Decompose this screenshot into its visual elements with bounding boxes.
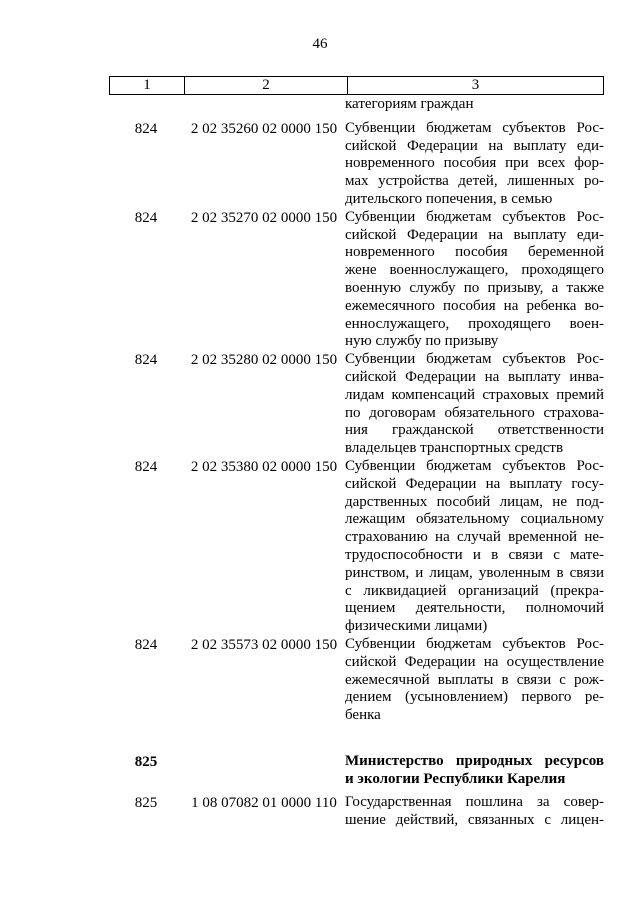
table-body [109, 96, 604, 830]
budget-code: 2 02 35380 02 0000 150 [190, 458, 338, 475]
admin-code: 824 [134, 120, 158, 137]
description [345, 636, 604, 725]
budget-code: 2 02 35270 02 0000 150 [190, 209, 338, 226]
table-row [109, 636, 604, 725]
header-col-2: 2 [185, 77, 348, 95]
budget-code: 1 08 07082 01 0000 110 [191, 795, 337, 812]
table-row [109, 120, 604, 209]
section-title-line: и экологии Республики Карелия [345, 770, 566, 787]
section-row [109, 753, 604, 789]
section-title [345, 753, 604, 789]
admin-code: 824 [134, 352, 158, 369]
table-row [109, 458, 604, 636]
continuation-row [109, 96, 604, 114]
description-line: ежемесячной выплаты в связи с рож- [345, 671, 604, 688]
description-line: ния гражданской ответственности [345, 422, 604, 439]
description-line: лидам компенсаций страховых премий [345, 386, 604, 403]
budget-code: 2 02 35573 02 0000 150 [190, 636, 338, 653]
description-line: ную службу по призыву [345, 333, 499, 350]
description-line: жене военнослужащего, проходящего [345, 262, 604, 279]
description-line: новременного пособия беременной [345, 244, 604, 261]
description-line: мах устройства детей, лишенных ро- [345, 173, 604, 190]
page-number: 46 [312, 36, 328, 52]
admin-code: 824 [134, 458, 158, 475]
admin-code: 824 [134, 209, 158, 226]
description-line: сийской Федерации на осуществление [345, 653, 604, 670]
description-line: еннослужащего, проходящего воен- [345, 315, 604, 332]
description-line: новременного пособия при всех фор- [345, 155, 604, 172]
header-col-3: 3 [348, 77, 604, 95]
description-line: страхованию на случай временной не- [345, 529, 604, 546]
description-line: сийской Федерации на выплату госу- [345, 475, 604, 492]
description [345, 209, 604, 351]
continuation-text: категориям граждан [345, 96, 474, 112]
table-row [109, 351, 604, 458]
description-line: Субвенции бюджетам субъектов Рос- [345, 119, 604, 136]
section-title-line: Министерство природных ресурсов [345, 752, 604, 769]
description-line: физическими лицами) [345, 618, 488, 635]
admin-code: 824 [134, 636, 158, 653]
description [345, 120, 604, 209]
description-line: щением деятельности, полномочий [345, 600, 604, 617]
header-col-1: 1 [110, 77, 185, 95]
description-line: Субвенции бюджетам субъектов Рос- [345, 208, 604, 225]
description-line: сийской Федерации на выплату инва- [345, 368, 604, 385]
description-line: шение действий, связанных с лицен- [345, 812, 604, 829]
section-admin-code: 825 [134, 753, 158, 770]
table-row [109, 209, 604, 351]
description-line: Субвенции бюджетам субъектов Рос- [345, 457, 604, 474]
description-line: дением (усыновлением) первого ре- [345, 689, 604, 706]
description-line: ежемесячного пособия на ребенка во- [345, 297, 604, 314]
description-line: сийской Федерации на выплату еди- [345, 137, 604, 154]
description [345, 794, 604, 830]
description-line: Государственная пошлина за совер- [345, 794, 604, 811]
description-line: Субвенции бюджетам субъектов Рос- [345, 351, 604, 368]
description [345, 458, 604, 636]
table-header [109, 76, 604, 95]
description-line: лежащим обязательному социальному [345, 511, 604, 528]
description-line: Субвенции бюджетам субъектов Рос- [345, 635, 604, 652]
description-line: военную службу по призыву, а также [345, 279, 604, 296]
description-line: трудоспособности и в связи с мате- [345, 546, 604, 563]
budget-code: 2 02 35260 02 0000 150 [190, 120, 338, 137]
description [345, 351, 604, 458]
budget-code: 2 02 35280 02 0000 150 [190, 352, 338, 369]
description-line: бенка [345, 707, 381, 724]
table-row [109, 794, 604, 830]
admin-code: 825 [134, 795, 158, 812]
description-line: сийской Федерации на выплату еди- [345, 226, 604, 243]
description-line: с ликвидацией организаций (прекра- [345, 582, 604, 599]
description-line: дительского попечения, в семью [345, 190, 553, 207]
description-line: ринством, и лицам, уволенным в связи [345, 564, 604, 581]
description-line: по договорам обязательного страхова- [345, 404, 604, 421]
description-line: владельцев транспортных средств [345, 440, 564, 457]
description-line: дарственных пособий лицам, не под- [345, 493, 604, 510]
